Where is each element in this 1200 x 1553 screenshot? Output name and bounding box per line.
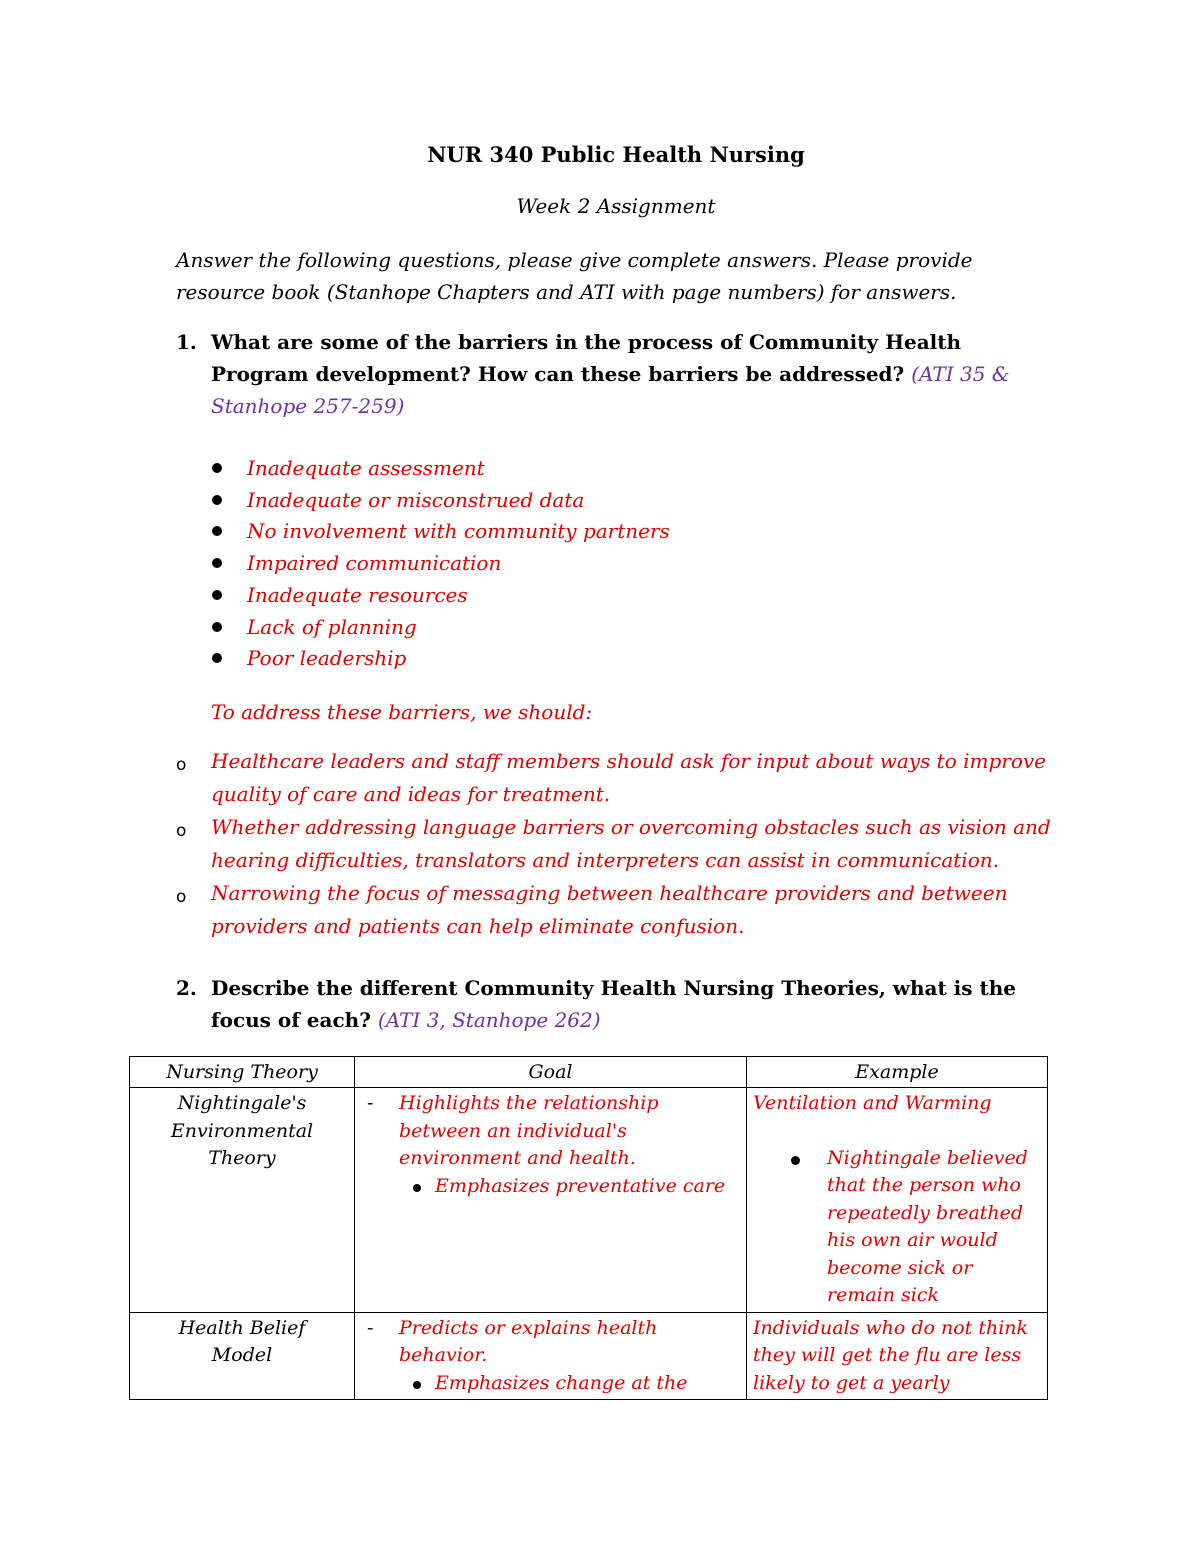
address-intro: To address these barriers, we should: (211, 700, 593, 724)
dash-bullet-icon: - (367, 1092, 374, 1114)
question-2-number: 2. (176, 976, 197, 1000)
list-item: Inadequate assessment (212, 453, 670, 485)
bullet-icon (212, 526, 222, 536)
list-item: Inadequate resources (212, 580, 670, 612)
solutions-list (176, 745, 1056, 943)
question-1-number: 1. (176, 330, 197, 354)
circle-bullet-icon: o (176, 755, 187, 775)
theory-cell: Nightingale's Environmental Theory (130, 1088, 355, 1313)
goal-cell: - Highlights the relationship between an individual's environment and health. Emphasizes preventative care (355, 1088, 747, 1313)
instructions-text: Answer the following questions, please give complete answers. Please provide resource book (Stanhope Chapters and ATI with page numbers) for answers. (176, 248, 973, 304)
list-item: o Whether addressing language barriers or overcoming obstacles such as vision and hearing difficulties, translators and interpreters can assist in communication. (176, 815, 1051, 872)
circle-bullet-icon: o (176, 887, 187, 907)
bullet-icon (212, 653, 222, 663)
question-1-text: What are some of the barriers in the process of Community Health Program development? How can these barriers be addressed? (211, 330, 962, 386)
theory-cell: Health Belief Model (130, 1312, 355, 1400)
bullet-icon (413, 1381, 421, 1389)
list-item: Lack of planning (212, 612, 670, 644)
circle-bullet-icon: o (176, 821, 187, 841)
bullet-icon (212, 495, 222, 505)
table-row (130, 1312, 1048, 1400)
question-1-reference: (ATI 35 & Stanhope 257-259) (211, 362, 1010, 418)
example-cell: Ventilation and Warming Nightingale believed that the person who repeatedly breathed his own air would become sick or remain sick (747, 1088, 1048, 1313)
list-item: No involvement with community partners (212, 516, 670, 548)
table-header-row (130, 1057, 1048, 1088)
bullet-icon (791, 1156, 800, 1165)
example-cell: Individuals who do not think they will get the flu are less likely to get a yearly (747, 1312, 1048, 1400)
document-title: NUR 340 Public Health Nursing (427, 142, 805, 167)
question-2-reference: (ATI 3, Stanhope 262) (377, 1008, 601, 1032)
list-item: o Healthcare leaders and staff members should ask for input about ways to improve quality of care and ideas for treatment. (176, 749, 1047, 806)
nursing-theories-table (129, 1056, 1048, 1400)
bullet-icon (413, 1184, 421, 1192)
goal-cell: - Predicts or explains health behavior. Emphasizes change at the (355, 1312, 747, 1400)
list-item: Inadequate or misconstrued data (212, 485, 670, 517)
column-header: Nursing Theory (130, 1057, 355, 1088)
question-1 (176, 326, 1046, 422)
bullet-icon (212, 463, 222, 473)
document-subtitle: Week 2 Assignment (516, 194, 716, 218)
dash-bullet-icon: - (367, 1316, 374, 1339)
table-row (130, 1088, 1048, 1313)
bullet-icon (212, 590, 222, 600)
bullet-icon (212, 558, 222, 568)
bullet-icon (212, 622, 222, 632)
column-header: Example (747, 1057, 1048, 1088)
column-header: Goal (355, 1057, 747, 1088)
list-item: Poor leadership (212, 643, 670, 675)
question-2 (176, 972, 1046, 1036)
barriers-list (212, 453, 670, 675)
list-item: Impaired communication (212, 548, 670, 580)
question-2-text: Describe the different Community Health Nursing Theories, what is the focus of each? (211, 976, 1016, 1032)
list-item: o Narrowing the focus of messaging between healthcare providers and between providers and patients can help eliminate confusion. (176, 881, 1008, 938)
